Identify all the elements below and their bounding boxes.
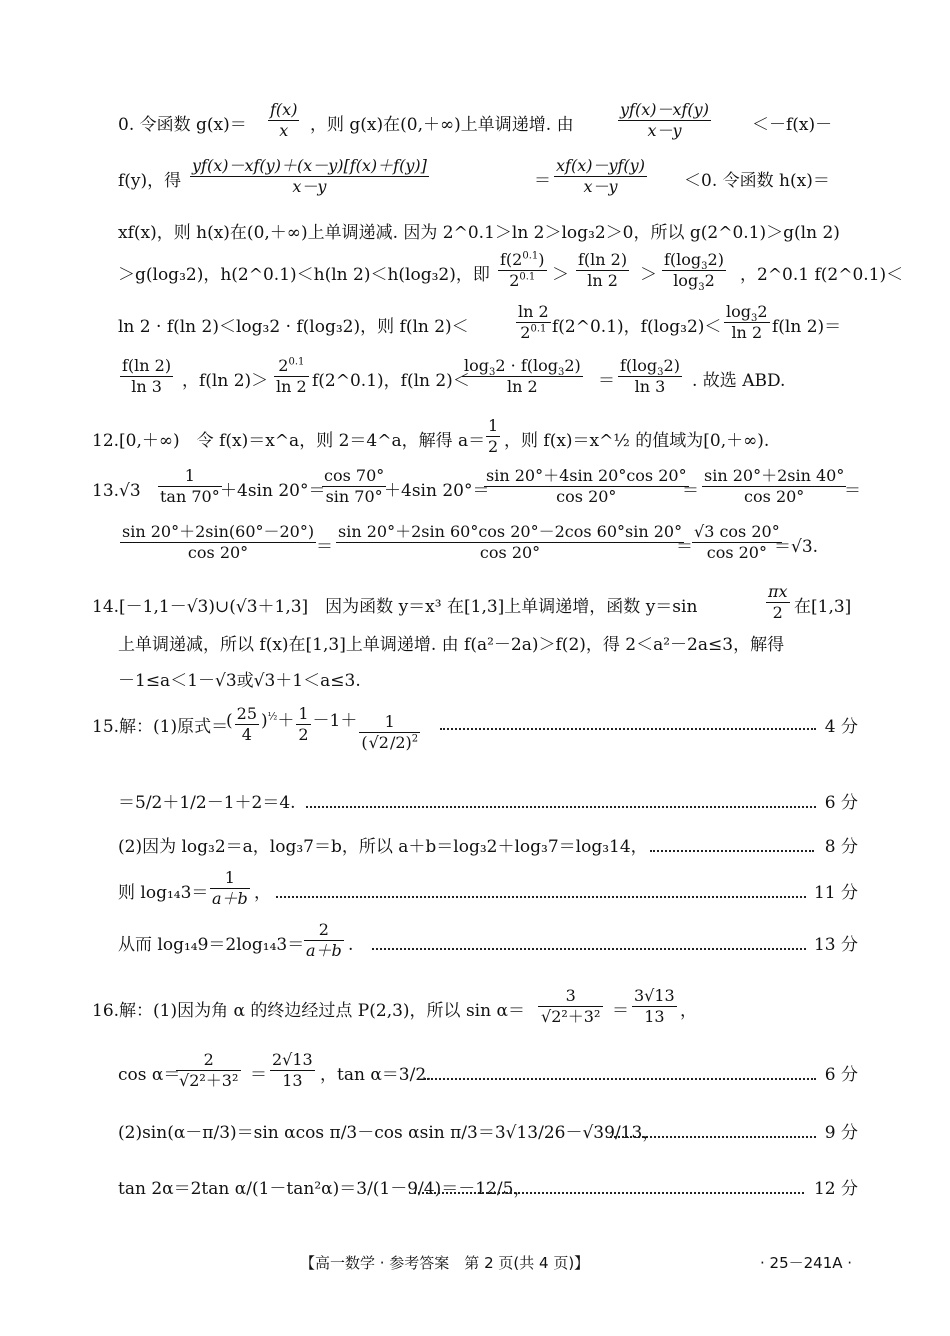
frac-long: $\frac{yf(x)-xf(y)+(x-y)[f(x)+f(y)]}{x-y}$ [192, 156, 427, 196]
frac-fx-over-x: $\frac{f(x)}{x}$ [270, 100, 298, 140]
frac-xfx: $\frac{xf(x)-yf(y)}{x-y}$ [556, 156, 645, 196]
leader-dots [440, 728, 816, 730]
frac-yfx: $\frac{yf(x)-xf(y)}{x-y}$ [620, 100, 709, 140]
footer-title: 【高一数学 · 参考答案 第 2 页(共 4 页)】 [300, 1254, 590, 1272]
footer-code: · 25－241A · [760, 1254, 853, 1272]
